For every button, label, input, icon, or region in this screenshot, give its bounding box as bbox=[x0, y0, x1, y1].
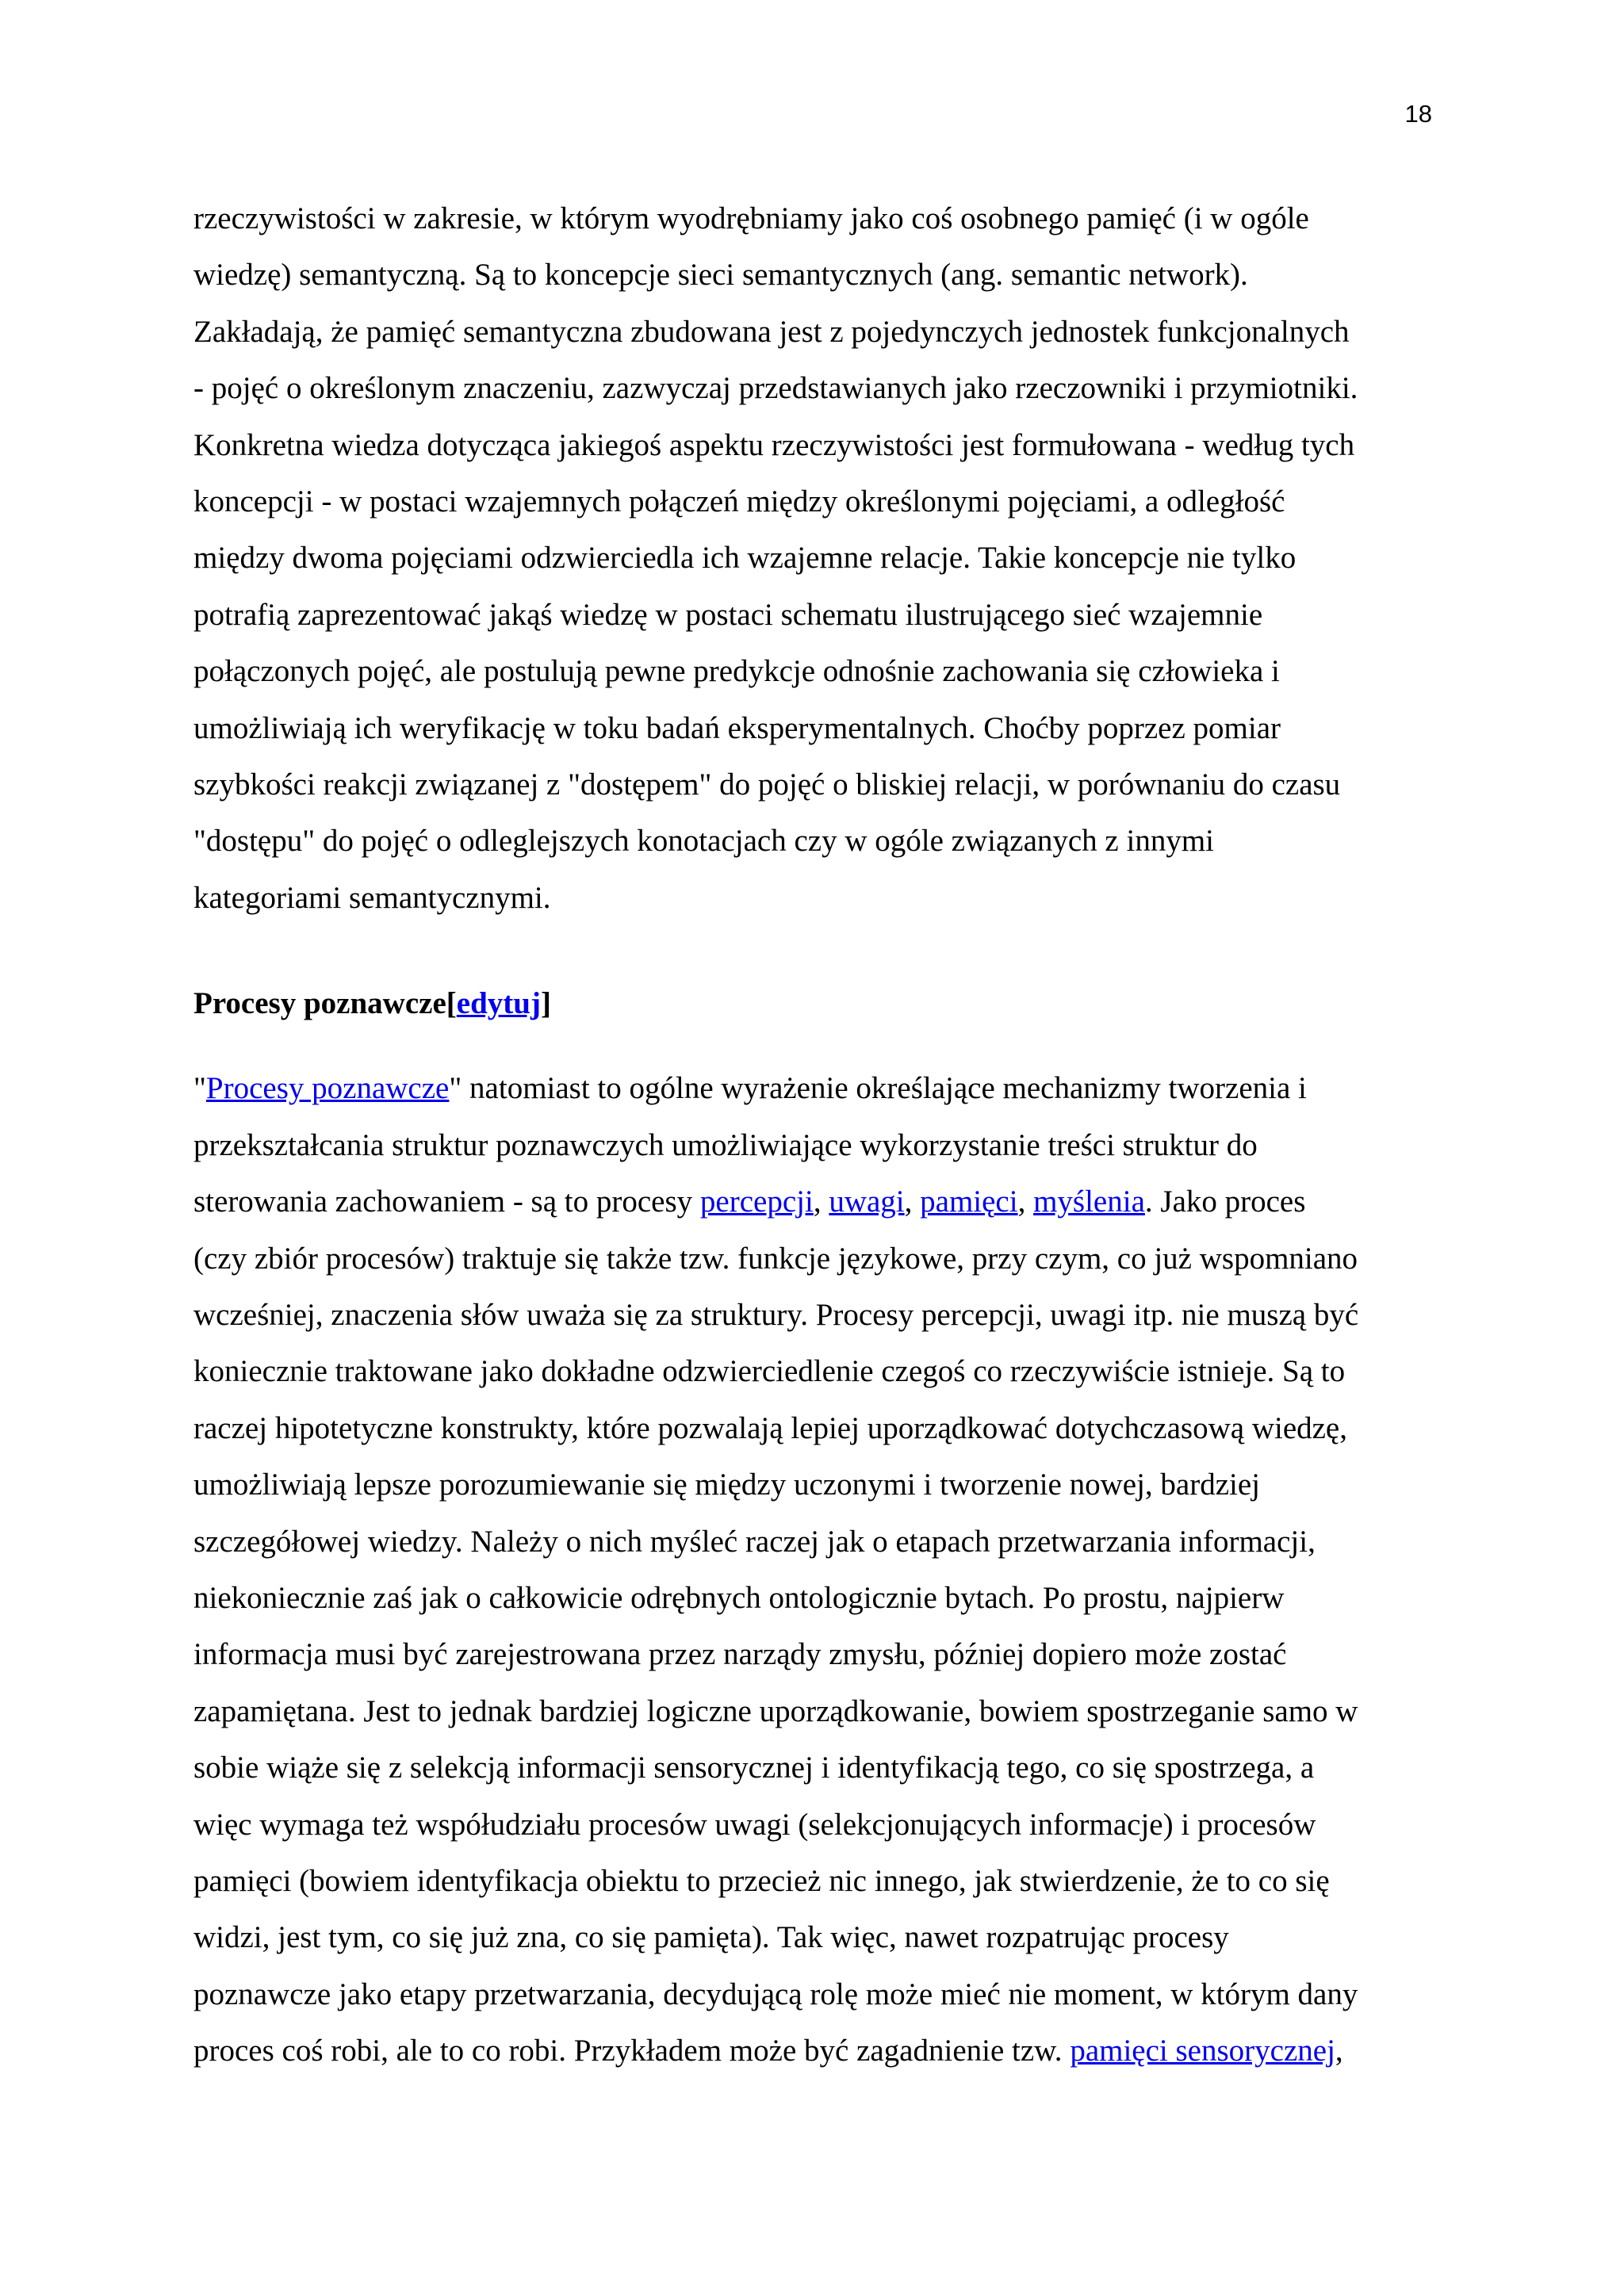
text-line: pamięci (bowiem identyfikacja obiektu to przecież nic innego, jak stwierdzenie, że to co się bbox=[193, 1863, 1330, 1898]
page-number: 18 bbox=[1404, 100, 1432, 128]
paragraph-cognitive-processes bbox=[193, 1060, 1431, 2079]
bracket-open: [ bbox=[446, 986, 457, 1021]
text-line: więc wymaga też współudziału procesów uwagi (selekcjonujących informacje) i procesów bbox=[193, 1807, 1316, 1842]
paragraph-semantic-networks bbox=[193, 190, 1431, 926]
text-line: wcześniej, znaczenia słów uważa się za struktury. Procesy percepcji, uwagi itp. nie muszą być bbox=[193, 1297, 1359, 1332]
text-line: między dwoma pojęciami odzwierciedla ich wzajemne relacje. Takie koncepcje nie tylko bbox=[193, 541, 1297, 576]
text-line: poznawcze jako etapy przetwarzania, decydującą rolę może mieć nie moment, w którym dany bbox=[193, 1976, 1358, 2011]
text-line: szybkości reakcji związanej z "dostępem" do pojęć o bliskiej relacji, w porównaniu do czasu bbox=[193, 767, 1341, 802]
text-line: Konkretna wiedza dotycząca jakiegoś aspektu rzeczywistości jest formułowana - według tych bbox=[193, 427, 1355, 462]
text-line bbox=[193, 1173, 1431, 1230]
text-line: niekoniecznie zaś jak o całkowicie odrębnych ontologicznie bytach. Po prostu, najpierw bbox=[193, 1580, 1285, 1615]
link-percepcji[interactable]: percepcji bbox=[699, 1184, 814, 1219]
text-line: - pojęć o określonym znaczeniu, zazwyczaj przedstawianych jako rzeczowniki i przymiotniki. bbox=[193, 371, 1358, 406]
text-line: kategoriami semantycznymi. bbox=[193, 880, 551, 915]
text-line: przekształcania struktur poznawczych umożliwiające wykorzystanie treści struktur do bbox=[193, 1127, 1258, 1162]
separator: , bbox=[1017, 1184, 1034, 1219]
edit-section-link[interactable]: edytuj bbox=[456, 986, 541, 1021]
bracket-close: ] bbox=[540, 986, 551, 1021]
text-line: sobie wiąże się z selekcją informacji sensorycznej i identyfikacją tego, co się spostrzega, a bbox=[193, 1751, 1315, 1785]
separator: , bbox=[904, 1184, 921, 1219]
separator: , bbox=[813, 1184, 829, 1219]
text-line bbox=[193, 1060, 1431, 1116]
section-heading-title: Procesy poznawcze bbox=[193, 986, 446, 1021]
link-myslenia[interactable]: myślenia bbox=[1033, 1184, 1145, 1219]
text-line: koncepcji - w postaci wzajemnych połączeń między określonymi pojęciami, a odległość bbox=[193, 484, 1285, 519]
text-line: (czy zbiór procesów) traktuje się także tzw. funkcje językowe, przy czym, co już wspomniano bbox=[193, 1241, 1358, 1276]
line-text: , bbox=[1335, 2034, 1343, 2068]
text-line: informacja musi być zarejestrowana przez narządy zmysłu, później dopiero może zostać bbox=[193, 1637, 1287, 1672]
text-line: szczegółowej wiedzy. Należy o nich myśleć raczej jak o etapach przetwarzania informacji, bbox=[193, 1524, 1316, 1559]
text-line: połączonych pojęć, ale postulują pewne predykcje odnośnie zachowania się człowieka i bbox=[193, 654, 1280, 689]
text-line: Zakładają, że pamięć semantyczna zbudowana jest z pojedynczych jednostek funkcjonalnych bbox=[193, 314, 1350, 349]
link-pamieci[interactable]: pamięci bbox=[920, 1184, 1018, 1219]
text-line: umożliwiają ich weryfikację w toku badań eksperymentalnych. Choćby poprzez pomiar bbox=[193, 710, 1281, 745]
quote-open: " bbox=[193, 1071, 206, 1106]
line-text: " natomiast to ogólne wyrażenie określające mechanizmy tworzenia i bbox=[449, 1071, 1307, 1106]
link-pamieci-sensorycznej[interactable]: pamięci sensorycznej bbox=[1070, 2034, 1335, 2068]
line-text: sterowania zachowaniem - są to procesy bbox=[193, 1184, 700, 1219]
line-text: proces coś robi, ale to co robi. Przykładem może być zagadnienie tzw. bbox=[193, 2034, 1071, 2068]
section-heading bbox=[193, 975, 1431, 1031]
line-text: . Jako proces bbox=[1144, 1184, 1306, 1219]
document-body bbox=[193, 190, 1431, 2080]
text-line: "dostępu" do pojęć o odleglejszych konotacjach czy w ogóle związanych z innymi bbox=[193, 824, 1214, 859]
text-line bbox=[193, 2022, 1431, 2079]
text-line: widzi, jest tym, co się już zna, co się pamięta). Tak więc, nawet rozpatrując procesy bbox=[193, 1920, 1229, 1955]
link-uwagi[interactable]: uwagi bbox=[829, 1184, 905, 1219]
text-line: koniecznie traktowane jako dokładne odzwierciedlenie czegoś co rzeczywiście istnieje. Są to bbox=[193, 1354, 1346, 1389]
text-line: raczej hipotetyczne konstrukty, które pozwalają lepiej uporządkować dotychczasową wiedzę, bbox=[193, 1410, 1347, 1445]
text-line: wiedzę) semantyczną. Są to koncepcje sieci semantycznych (ang. semantic network). bbox=[193, 258, 1248, 293]
link-procesy-poznawcze[interactable]: Procesy poznawcze bbox=[205, 1071, 450, 1106]
text-line: zapamiętana. Jest to jednak bardziej logiczne uporządkowanie, bowiem spostrzeganie samo w bbox=[193, 1693, 1358, 1728]
text-line: potrafią zaprezentować jakąś wiedzę w postaci schematu ilustrującego sieć wzajemnie bbox=[193, 597, 1263, 632]
text-line: umożliwiają lepsze porozumiewanie się między uczonymi i tworzenie nowej, bardziej bbox=[193, 1468, 1261, 1502]
text-line: rzeczywistości w zakresie, w którym wyodrębniamy jako coś osobnego pamięć (i w ogóle bbox=[193, 201, 1309, 235]
